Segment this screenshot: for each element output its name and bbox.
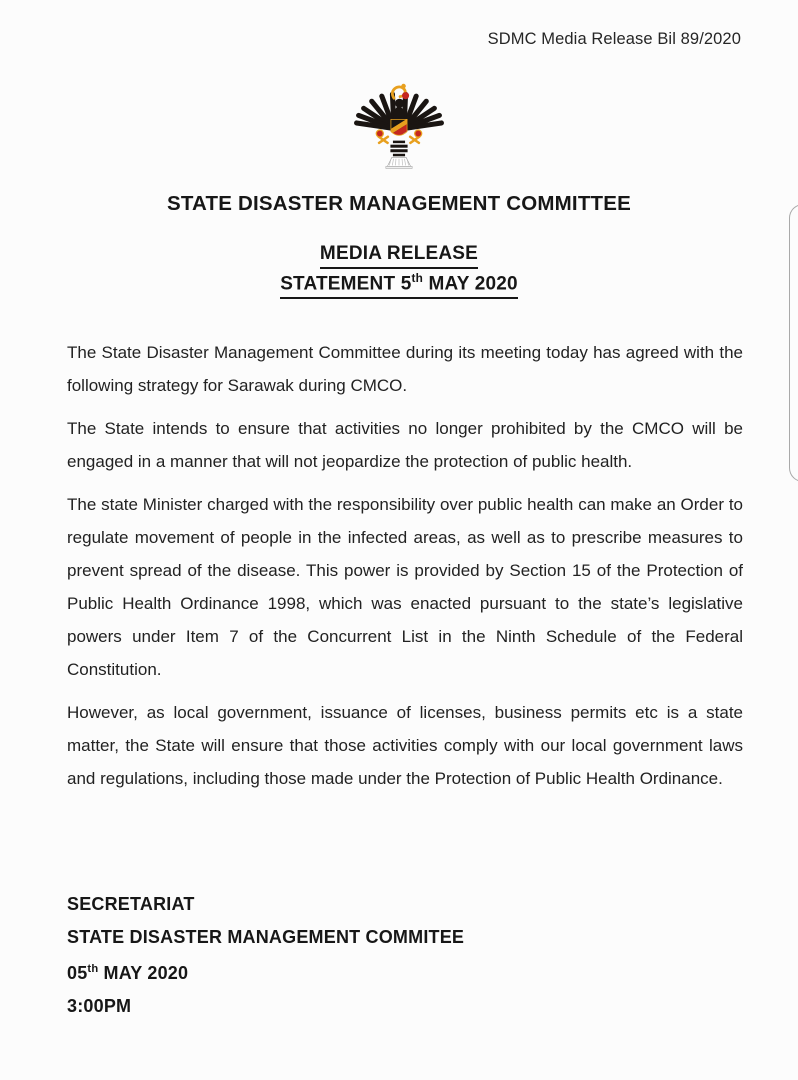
sarawak-crest-icon <box>341 80 457 176</box>
reference-number: SDMC Media Release Bil 89/2020 <box>487 30 741 48</box>
footer-secretariat: SECRETARIAT <box>67 894 195 914</box>
footer-date-ordinal: th <box>87 963 99 975</box>
document-title: STATE DISASTER MANAGEMENT COMMITTEE <box>166 192 632 215</box>
scan-edge-artifact <box>789 204 798 482</box>
body-paragraph: The State intends to ensure that activities no longer prohibited by the CMCO will be engaged in a manner that will not jeopardize the protection of public health. <box>67 419 743 471</box>
media-release-heading-text: MEDIA RELEASE <box>320 243 478 269</box>
body-paragraph: The State Disaster Management Committee during its meeting today has agreed with the following strategy for Sarawak during CMCO. <box>67 343 743 395</box>
footer-time: 3:00PM <box>67 995 132 1016</box>
body-paragraph: The state Minister charged with the responsibility over public health can make an Order to regulate movement of people in the infected areas, as well as to prescribe measures to prevent spread of the disease. This power is provided by Section 15 of the Protection of Public Health Ordinance 1998, which was enacted pursuant to the state’s legislative powers under Item 7 of the Concurrent List in the Ninth Schedule of the Federal Constitution. <box>67 495 743 679</box>
body-paragraph: However, as local government, issuance of licenses, business permits etc is a state matter, the State will ensure that those activities comply with our local government laws and regulations, including those made under the Protection of Public Health Ordinance. <box>67 703 743 788</box>
statement-date-heading <box>0 272 798 299</box>
media-release-heading <box>0 243 798 269</box>
footer-committee: STATE DISASTER MANAGEMENT COMMITEE <box>67 926 465 947</box>
statement-ordinal: th <box>411 272 424 285</box>
statement-suffix: MAY 2020 <box>423 273 518 295</box>
statement-prefix: STATEMENT 5 <box>280 273 412 295</box>
signature-block <box>67 888 464 1022</box>
footer-date: 05th MAY 2020 <box>67 963 189 983</box>
body-text <box>67 336 743 805</box>
